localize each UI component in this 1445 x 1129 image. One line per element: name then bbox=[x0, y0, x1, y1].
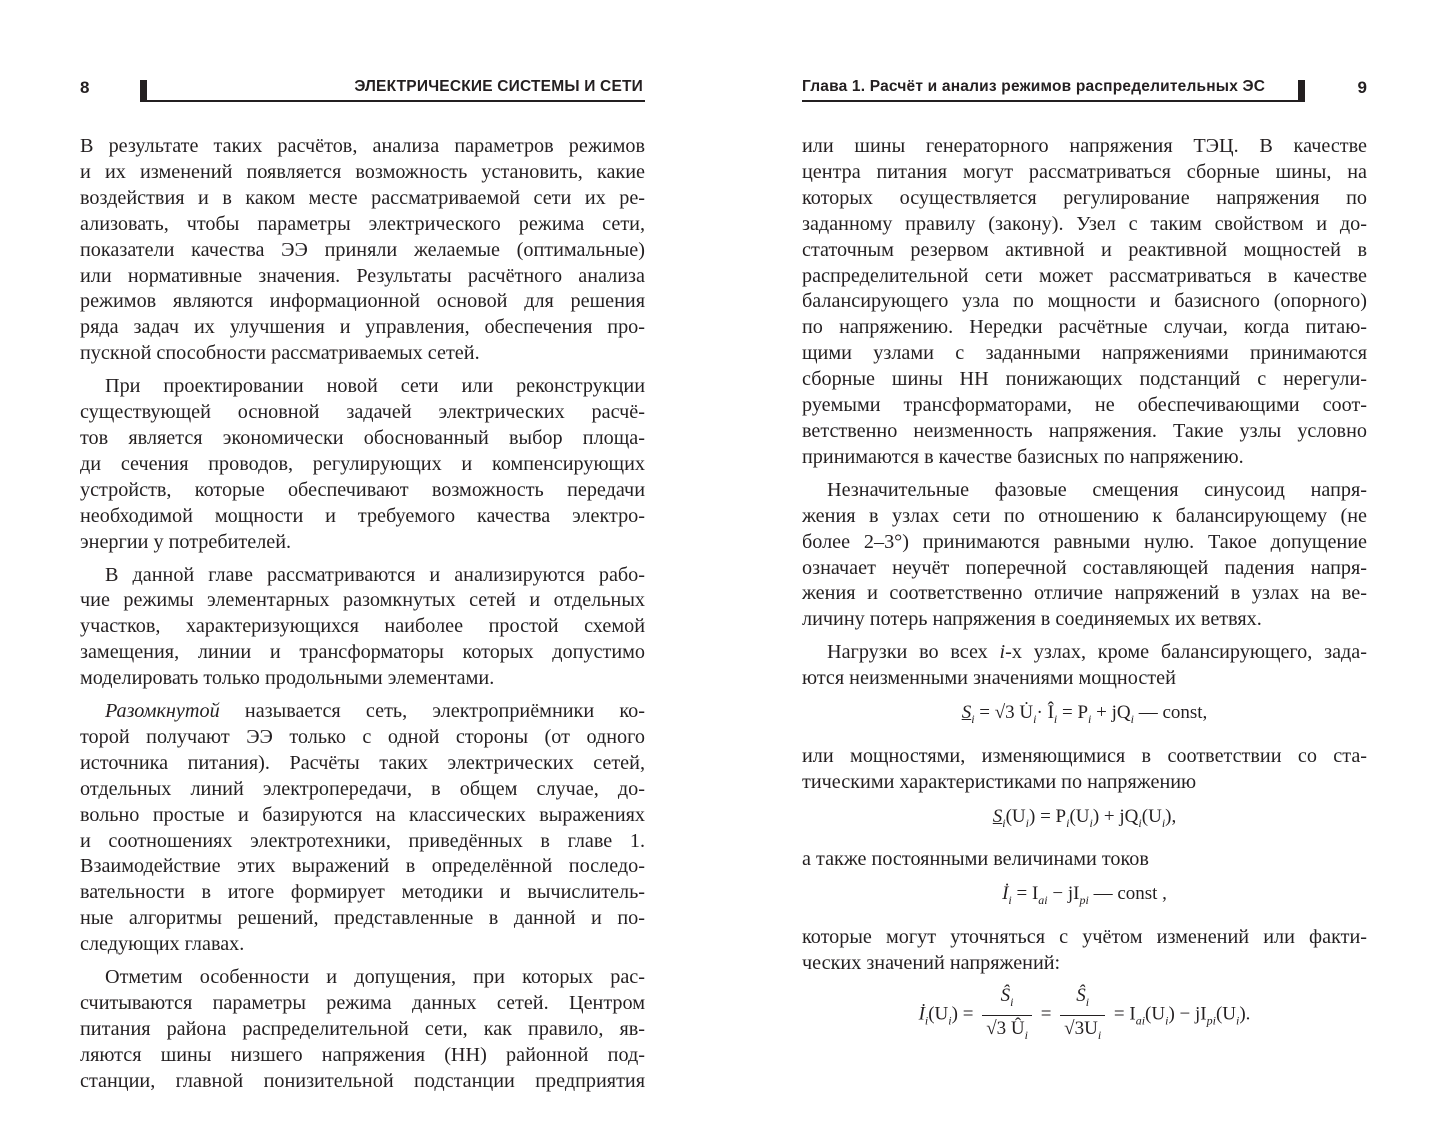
formula-sub: pi bbox=[1206, 1013, 1216, 1028]
left-running-header bbox=[80, 76, 645, 104]
text-line: жения в узлах сети по отношению к балансирующему (не bbox=[802, 504, 1367, 527]
paragraph bbox=[802, 478, 1367, 633]
text-line: питания района распределительной сети, как правило, яв- bbox=[80, 1017, 645, 1040]
text-fragment: Нагрузки во всех bbox=[827, 641, 1000, 664]
right-header-title: Глава 1. Расчёт и анализ режимов распределительных ЭС bbox=[802, 78, 1266, 95]
formula-text: = √3 U̇ bbox=[974, 702, 1034, 724]
text-fragment: называется сеть, электроприёмники ко- bbox=[219, 700, 645, 723]
header-rule bbox=[802, 100, 1298, 102]
formula-text: √3 Û bbox=[986, 1017, 1025, 1039]
formula-sub: ai bbox=[1135, 1013, 1146, 1028]
header-bar-mark bbox=[140, 80, 147, 102]
text-line: ные алгоритмы решений, представленные в данной и по- bbox=[80, 907, 645, 930]
formula-text: (U bbox=[1005, 805, 1026, 827]
formula-text: (U bbox=[1141, 805, 1162, 827]
left-page-number: 8 bbox=[80, 78, 90, 97]
formula-sub: i bbox=[1066, 815, 1070, 830]
fraction-denominator bbox=[1060, 1016, 1105, 1048]
formula-text: = bbox=[1040, 1003, 1052, 1025]
formula-sub: i bbox=[1130, 711, 1134, 726]
formula-text: (U bbox=[1215, 1003, 1237, 1025]
text-line: сборные шины НН понижающих подстанций с нерегули- bbox=[802, 368, 1367, 391]
text-line: которые могут уточняться с учётом изменений или факти- bbox=[802, 926, 1367, 949]
paragraph bbox=[80, 563, 645, 693]
formula-sub: i bbox=[1010, 994, 1014, 1009]
formula-sub: i bbox=[1008, 893, 1012, 908]
text-line: В результате таких расчётов, анализа параметров режимов bbox=[80, 135, 645, 157]
text-line: балансирующего узла по мощности и базисного (опорного) bbox=[802, 290, 1367, 313]
paragraph bbox=[802, 134, 1367, 471]
header-bar-mark bbox=[1298, 80, 1305, 102]
formula-text: = I bbox=[1113, 1003, 1136, 1025]
text-line: участков, характеризующихся наиболее простой схемой bbox=[80, 615, 645, 638]
text-line: ряда задач их улучшения и управления, обеспечения про- bbox=[80, 316, 645, 339]
text-line: принимаются в качестве базисных по напряжению. bbox=[802, 445, 1244, 468]
text-line: и их изменений появляется возможность установить, какие bbox=[80, 160, 645, 183]
text-line: воздействия и в каком месте рассматриваемой сети их ре- bbox=[80, 186, 645, 209]
formula-text: = P bbox=[1057, 702, 1089, 724]
formula-text: — const, bbox=[1133, 702, 1208, 724]
formula-static-characteristic bbox=[802, 804, 1367, 836]
text-line: а также постоянными величинами токов bbox=[802, 848, 1149, 871]
text-line: которых осуществляется регулирование напряжения по bbox=[802, 186, 1367, 209]
formula-symbol: S bbox=[961, 702, 972, 724]
formula-text: ). bbox=[1239, 1003, 1251, 1025]
text-line: показатели качества ЭЭ приняли желаемые (оптимальные) bbox=[80, 238, 645, 261]
formula-sub: i bbox=[1161, 815, 1166, 830]
formula-sub: i bbox=[971, 711, 975, 726]
text-line: ются неизменными значениями мощностей bbox=[802, 667, 1176, 690]
paragraph bbox=[802, 847, 1367, 873]
text-line: считываются параметры режима данных сетей. Центром bbox=[80, 992, 645, 1014]
formula-sub: i bbox=[1236, 1013, 1240, 1028]
right-body-text bbox=[802, 134, 1367, 1060]
text-line: вольно простые и базируются на классических выражениях bbox=[80, 803, 645, 826]
text-line: режимов являются информационной основой для решения bbox=[80, 290, 645, 313]
text-line: означает неучёт поперечной составляющей падения напря- bbox=[802, 556, 1367, 579]
fraction bbox=[982, 983, 1032, 1048]
formula-symbol: Ŝ bbox=[1000, 984, 1011, 1006]
text-line: по напряжению. Нередки расчётные случаи, когда питаю- bbox=[802, 316, 1367, 339]
formula-sub: i bbox=[1033, 711, 1037, 726]
right-running-header bbox=[802, 76, 1367, 104]
text-line: отдельных линий электропередачи, в общем случае, до- bbox=[80, 777, 645, 800]
paragraph bbox=[80, 699, 645, 958]
left-page bbox=[80, 0, 645, 1129]
text-line: моделировать только продольными элементами. bbox=[80, 667, 495, 690]
text-line: щими узлами с заданными напряжениями принимаются bbox=[802, 342, 1367, 365]
text-line bbox=[802, 640, 1367, 666]
text-line: Взаимодействие этих выражений в определённой последо- bbox=[80, 855, 645, 878]
text-line: более 2–3°) принимаются равными нулю. Такое допущение bbox=[802, 530, 1367, 553]
paragraph bbox=[80, 374, 645, 555]
text-line: ветственно неизменность напряжения. Такие узлы условно bbox=[802, 419, 1367, 442]
text-line: устройств, которые обеспечивают возможность передачи bbox=[80, 478, 645, 501]
text-line: заданному правилу (закону). Узел с таким свойством и до- bbox=[802, 212, 1367, 235]
formula-text: + jQ bbox=[1091, 702, 1131, 724]
formula-sub: i bbox=[1025, 815, 1029, 830]
italic-term: Разомкнутой bbox=[105, 700, 220, 723]
formula-sub: i bbox=[1053, 711, 1058, 726]
formula-text: √3U bbox=[1064, 1017, 1098, 1039]
formula-text: = I bbox=[1011, 883, 1039, 905]
formula-text: (U bbox=[928, 1003, 949, 1025]
paragraph bbox=[80, 965, 645, 1095]
text-line: Отметим особенности и допущения, при которых рас- bbox=[105, 966, 645, 989]
left-body-text bbox=[80, 134, 645, 1095]
text-line: чие режимы элементарных разомкнутых сетей и отдельных bbox=[80, 589, 645, 612]
formula-text: ) = P bbox=[1029, 805, 1067, 827]
formula-text: ) + jQ bbox=[1092, 805, 1139, 827]
left-header-title: ЭЛЕКТРИЧЕСКИЕ СИСТЕМЫ И СЕТИ bbox=[354, 78, 643, 95]
fraction bbox=[1060, 983, 1105, 1048]
text-line: центра питания могут рассматриваться сборные шины, на bbox=[802, 160, 1367, 183]
formula-sub: i bbox=[1085, 994, 1090, 1009]
text-line: жения и соответственно отличие напряжений в узлах на ве- bbox=[802, 582, 1367, 605]
text-line: тов является экономически обоснованный выбор площа- bbox=[80, 426, 645, 449]
formula-sub: i bbox=[1024, 1027, 1028, 1042]
italic-variable: i bbox=[999, 641, 1006, 664]
fraction-denominator bbox=[982, 1016, 1032, 1048]
text-line: или мощностями, изменяющимися в соответствии со ста- bbox=[802, 744, 1367, 767]
text-line: ализовать, чтобы параметры электрического режима сети, bbox=[80, 212, 645, 235]
formula-sub: i bbox=[1002, 815, 1006, 830]
text-line: распределительной сети может рассматриваться в качестве bbox=[802, 264, 1367, 287]
text-line: энергии у потребителей. bbox=[80, 530, 292, 553]
formula-sub: i bbox=[1089, 815, 1093, 830]
formula-sub: i bbox=[1088, 711, 1092, 726]
text-line: Незначительные фазовые смещения синусоид напря- bbox=[827, 478, 1367, 501]
text-fragment: -х узлах, кроме балансирующего, зада- bbox=[1005, 641, 1367, 664]
paragraph bbox=[802, 744, 1367, 796]
text-line: В данной главе рассматриваются и анализируются рабо- bbox=[105, 563, 645, 586]
formula-power bbox=[802, 700, 1367, 732]
formula-sub: i bbox=[1138, 815, 1142, 830]
paragraph bbox=[802, 925, 1367, 977]
text-line: личину потерь напряжения в соединяемых их ветвях. bbox=[802, 608, 1262, 631]
text-line: замещения, линии и трансформаторы которых допустимо bbox=[80, 641, 645, 664]
formula-text: ) − jI bbox=[1168, 1003, 1207, 1025]
formula-sub: i bbox=[948, 1013, 952, 1028]
paragraph bbox=[802, 640, 1367, 692]
header-rule bbox=[140, 100, 645, 102]
text-line: станции, главной понизительной подстанции предприятия bbox=[80, 1069, 645, 1092]
formula-text: ) = bbox=[951, 1003, 974, 1025]
paragraph bbox=[80, 134, 645, 367]
formula-text: — const , bbox=[1088, 883, 1167, 905]
formula-text: (U bbox=[1069, 805, 1090, 827]
formula-symbol: Ŝ bbox=[1076, 984, 1086, 1006]
right-page-number: 9 bbox=[1357, 78, 1367, 97]
text-line: вательности в итоге формирует методики и вычислитель- bbox=[80, 881, 645, 904]
formula-text: · Î bbox=[1036, 702, 1054, 724]
text-line: пускной способности рассматриваемых сетей. bbox=[80, 342, 480, 365]
text-line: источника питания). Расчёты таких электрических сетей, bbox=[80, 751, 645, 774]
text-line: следующих главах. bbox=[80, 933, 245, 956]
formula-text: − jI bbox=[1047, 883, 1080, 905]
text-line: тическими характеристиками по напряжению bbox=[802, 770, 1197, 793]
formula-sub: i bbox=[1097, 1027, 1102, 1042]
text-line: или нормативные значения. Результаты расчётного анализа bbox=[80, 264, 645, 287]
fraction-numerator bbox=[982, 983, 1032, 1016]
formula-text: ), bbox=[1165, 805, 1177, 827]
formula-sub: i bbox=[924, 1013, 929, 1028]
text-line: ди сечения проводов, регулирующих и компенсирующих bbox=[80, 452, 645, 475]
formula-current-from-power bbox=[802, 983, 1367, 1048]
text-line: или шины генераторного напряжения ТЭЦ. В качестве bbox=[802, 135, 1367, 157]
text-line: руемыми трансформаторами, не обеспечивающими соот- bbox=[802, 394, 1367, 417]
text-line: ческих значений напряжений: bbox=[802, 952, 1061, 975]
formula-sub: pi bbox=[1079, 893, 1089, 908]
fraction-numerator bbox=[1060, 983, 1105, 1016]
text-line: и соотношениях электротехники, приведённых в главе 1. bbox=[80, 829, 645, 852]
formula-text: (U bbox=[1145, 1003, 1166, 1025]
formula-symbol: İ bbox=[1002, 883, 1009, 905]
text-line: ляются шины низшего напряжения (НН) районной под- bbox=[80, 1043, 645, 1066]
text-line: При проектировании новой сети или реконструкции bbox=[105, 375, 645, 398]
text-line bbox=[80, 699, 645, 725]
text-line: существующей основной задачей электрических расчё- bbox=[80, 401, 645, 424]
formula-sub: ai bbox=[1038, 893, 1048, 908]
formula-symbol: İ bbox=[918, 1003, 925, 1025]
text-line: торой получают ЭЭ только с одной стороны (от одного bbox=[80, 725, 645, 748]
formula-sub: i bbox=[1165, 1013, 1169, 1028]
formula-current bbox=[802, 881, 1367, 913]
text-line: статочным резервом активной и реактивной мощностей в bbox=[802, 238, 1367, 261]
right-page bbox=[802, 0, 1367, 1129]
text-line: необходимой мощности и требуемого качества электро- bbox=[80, 504, 645, 527]
formula-symbol: S bbox=[992, 805, 1003, 827]
